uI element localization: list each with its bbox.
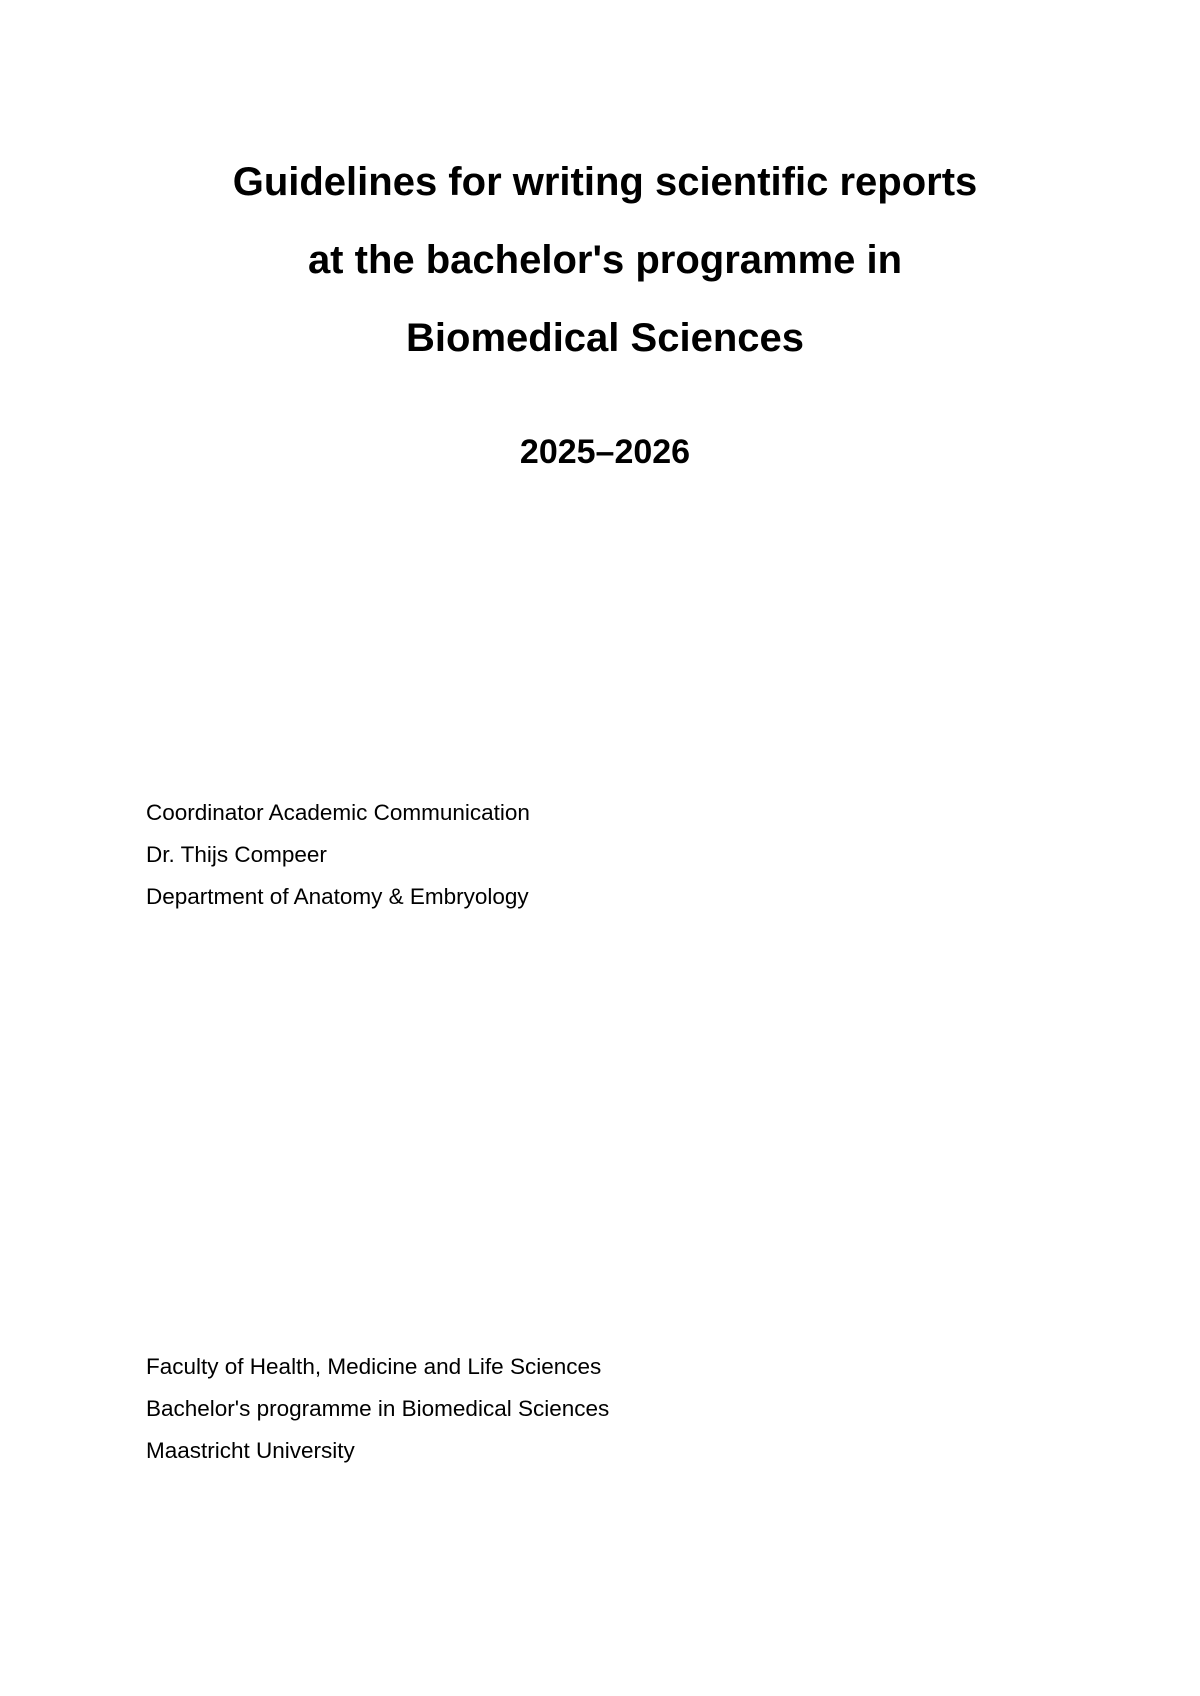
author-department: Department of Anatomy & Embryology [146, 884, 529, 909]
university-name: Maastricht University [146, 1438, 355, 1463]
document-title [0, 143, 1200, 377]
programme-name: Bachelor's programme in Biomedical Sciences [146, 1396, 610, 1421]
title-line: Biomedical Sciences [406, 316, 804, 360]
author-block [146, 792, 530, 918]
author-name: Dr. Thijs Compeer [146, 842, 327, 867]
title-line: at the bachelor's programme in [307, 238, 903, 282]
institution-block [146, 1346, 609, 1472]
faculty-name: Faculty of Health, Medicine and Life Sciences [146, 1354, 602, 1379]
academic-year: 2025–2026 [519, 433, 691, 471]
title-line: Guidelines for writing scientific reports [232, 160, 978, 204]
author-role: Coordinator Academic Communication [146, 800, 530, 825]
